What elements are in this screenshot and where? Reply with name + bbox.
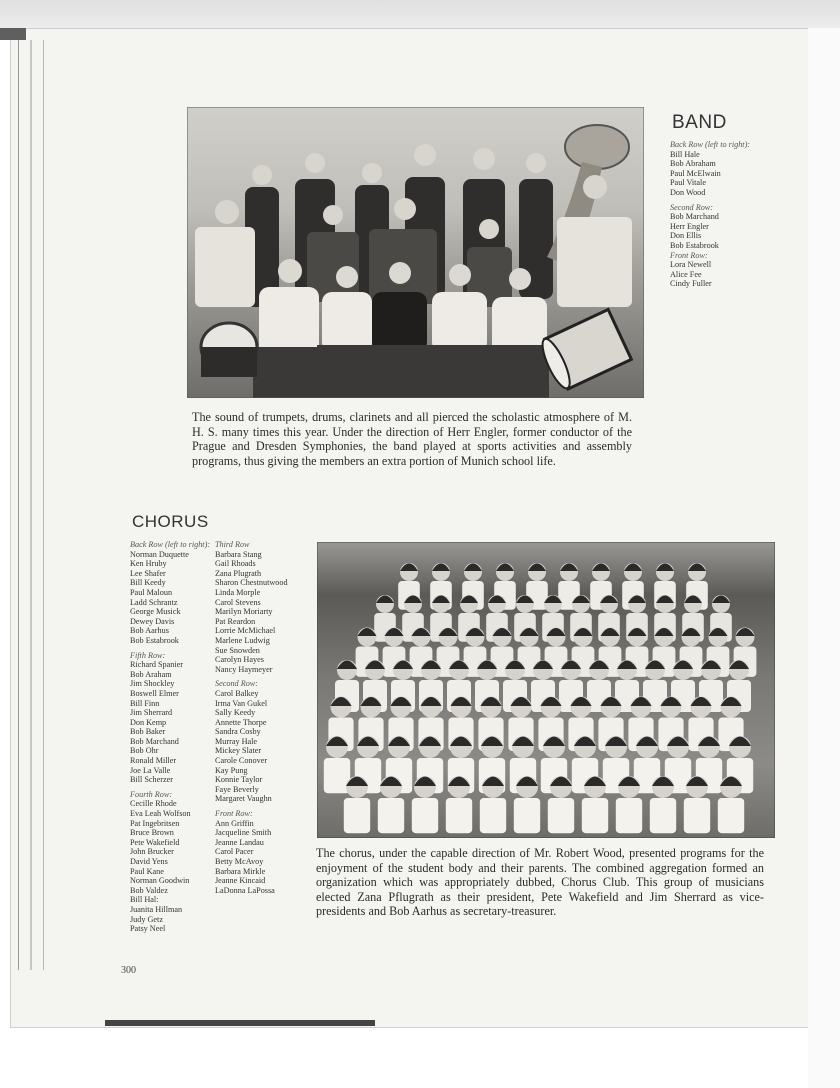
chorus-name: Lee Shafer [130,568,166,578]
chorus-name: Carole Conover [215,756,268,766]
choir-member-body [582,798,608,833]
band-name: Alice Fee [670,269,702,279]
chorus-name: Bob Baker [130,727,166,737]
chorus-name: Carol Pacer [215,847,254,857]
choir-member-hair [496,563,514,571]
chorus-roster-label: Second Row: [215,679,258,689]
band-photo-figures [187,107,644,398]
band-heading: BAND [672,112,727,133]
chorus-name: Sandra Cosby [215,727,261,737]
choir-member-hair [376,595,394,603]
chorus-name: Don Kemp [130,717,167,727]
chorus-name: Juanita Hillman [130,904,183,914]
chorus-name: Bob Araham [130,669,172,679]
band-roster-label-second: Second Row: [670,202,713,212]
chorus-name: Bob Aarhus [130,626,169,636]
chorus-roster-label: Third Row [215,540,250,549]
chorus-roster-label: Front Row: [215,809,253,819]
chorus-name: Eva Leah Wolfson [130,809,191,819]
chorus-name: Marlene Ludwig [215,635,270,645]
chorus-name: LaDonna LaPossa [215,885,275,895]
chorus-name: Joe La Valle [130,765,171,775]
chorus-name: Sue Snowden [215,645,260,655]
band-name: Herr Engler [670,221,709,231]
chorus-name: Nancy Haymeyer [215,664,273,674]
chorus-name: Barbara Mirkle [215,866,266,876]
chorus-name: Barbara Stang [215,549,262,559]
choir-member-hair [560,563,578,571]
band-photo [187,107,644,398]
chorus-photo-figures [317,542,775,838]
chorus-name: Jim Shockley [130,679,175,689]
band-caption: The sound of trumpets, drums, clarinets and all pierced the scholastic atmosphere of M. H. S. many times this year. Under the direction of Herr Engler, former conductor of the Prague and Dresden Symphonies, the band played at sports activities and assembly programs, thus giving the members an extra portion of Munich school life. [192,410,632,468]
chorus-name: Pat Reardon [215,616,256,626]
choir-member-hair [528,563,546,571]
choir-member-hair [432,563,450,571]
choir-member-body [650,798,676,833]
band-name: Bob Estabrook [670,240,719,250]
chorus-name: Zana Plugrath [215,568,262,578]
chorus-name: Cecille Rhode [130,799,177,809]
chorus-name: Bruce Brown [130,828,174,838]
chorus-name: Richard Spanier [130,660,183,670]
chorus-name: Bill Scherzer [130,775,173,785]
chorus-name: Konnie Taylor [215,775,263,785]
chorus-name: Carolyn Hayes [215,655,264,665]
chorus-name: Paul Maloun [130,587,173,597]
chorus-name: Jeanne Landau [215,837,264,847]
band-name: Paul McElwain [670,168,721,178]
page-number: 300 [121,965,136,976]
chorus-roster-label: Fifth Row: [130,650,166,660]
chorus-name: Bob Valdez [130,885,168,895]
chorus-name: Gail Rhoads [215,559,256,569]
choir-member-hair [688,563,706,571]
chorus-name: Mickey Slater [215,746,262,756]
chorus-name: Boswell Elmer [130,688,179,698]
choir-member-body [616,798,642,833]
chorus-name: Ken Hruby [130,559,167,569]
chorus-name: Bill Finn [130,698,160,708]
chorus-name: Jeanne Kincaid [215,876,266,886]
chorus-heading: CHORUS [132,512,209,531]
chorus-name: Norman Goodwin [130,876,190,886]
band-roster [670,140,790,289]
chorus-name: Dewey Davis [130,616,175,626]
chorus-photo [317,542,775,838]
choir-member-hair [624,563,642,571]
band-roster-label-front: Front Row: [670,250,708,260]
choir-member-hair [592,563,610,571]
band-name: Bill Hale [670,149,700,159]
choir-member-body [718,798,744,833]
chorus-roster-left [130,540,216,934]
chorus-name: Carol Balkey [215,688,259,698]
choir-member-body [344,798,370,833]
chorus-caption: The chorus, under the capable direction of Mr. Robert Wood, presented programs for the enjoyment of the student body and their parents. The combined aggregation formed an organization which was appropriately dubbed, Chorus Club. This group of musicians elected Zana Pflugrath as their president, Pete Wakefield and Jim Sherrard as vice-presidents and Bob Aarhus as secretary-treasurer. [316,846,764,918]
chorus-name: Irma Van Gukel [215,698,268,708]
choir-member-body [548,798,574,833]
chorus-name: Marilyn Moriarty [215,607,273,617]
chorus-name: Pat Ingebritsen [130,818,180,828]
choir-member-body [514,798,540,833]
chorus-name: Carol Stevens [215,597,261,607]
chorus-name: Kay Pung [215,765,248,775]
band-roster-label-back: Back Row (left to right): [670,140,751,149]
band-name: Paul Vitale [670,178,706,188]
choir-member-body [412,798,438,833]
chorus-name: Bob Ohr [130,746,159,756]
chorus-name: Pete Wakefield [130,837,180,847]
choir-member-hair [736,628,755,636]
chorus-name: Jim Sherrard [130,708,173,718]
choir-member-hair [464,563,482,571]
choir-member-body [378,798,404,833]
chorus-name: Faye Beverly [215,784,259,794]
chorus-name: Patsy Neel [130,924,166,934]
chorus-roster-label: Fourth Row: [130,789,173,799]
choir-member-hair [400,563,418,571]
chorus-name: Ladd Schrantz [130,597,178,607]
page-stack-line [30,40,32,970]
chorus-name: Annette Thorpe [215,717,267,727]
choir-member-hair [712,595,730,603]
bottom-rule [105,1020,375,1026]
chorus-name: George Musick [130,607,181,617]
chorus-name: John Brucker [130,847,174,857]
chorus-name: Betty McAvoy [215,857,264,866]
chorus-name: David Yens [130,857,168,866]
chorus-name: Paul Kane [130,866,164,876]
chorus-name: Ronald Miller [130,756,177,766]
chorus-name: Lorrie McMichael [215,626,276,636]
chorus-name: Ann Griffin [215,818,254,828]
band-name: Bob Marchand [670,212,719,222]
band-name: Bob Abraham [670,159,716,169]
band-name: Don Ellis [670,231,702,241]
chorus-name: Sharon Chestnutwood [215,578,288,588]
chorus-name: Margaret Vaughn [215,794,272,804]
chorus-name: Bob Estabrook [130,635,179,645]
chorus-name: Sally Keedy [215,708,256,718]
choir-member-body [684,798,710,833]
choir-member-hair [337,661,357,670]
chorus-name: Bill Keedy [130,578,166,588]
choir-member-body [446,798,472,833]
right-margin [808,28,840,1088]
chorus-name: Linda Morple [215,587,261,597]
choir-member-hair [656,563,674,571]
chorus-name: Judy Getz [130,914,163,924]
choir-member-body [480,798,506,833]
binding-shadow [0,28,26,40]
band-name: Don Wood [670,187,706,197]
band-name: Cindy Fuller [670,279,712,289]
chorus-name: Jacqueline Smith [215,828,272,838]
chorus-name: Norman Duquette [130,549,189,559]
chorus-name: Bob Marchand [130,736,179,746]
chorus-roster-label: Back Row (left to right): [130,540,211,549]
chorus-roster-right [215,540,315,895]
band-name: Lora Newell [670,260,712,270]
chorus-name: Bill Hal: [130,895,159,905]
chorus-name: Murray Hale [215,736,258,746]
choir-member-hair [358,628,377,636]
